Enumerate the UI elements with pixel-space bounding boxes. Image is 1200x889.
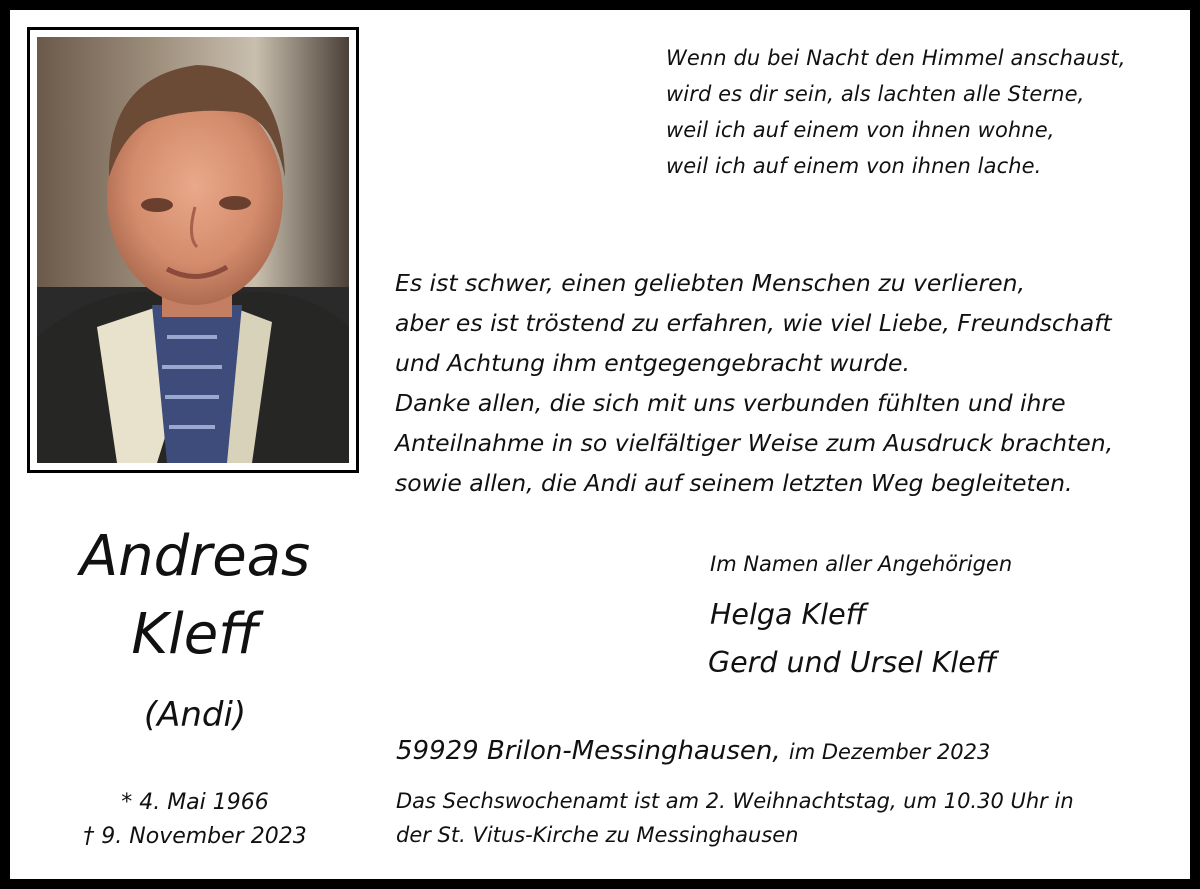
note-line: der St. Vitus-Kirche zu Messinghausen <box>396 823 799 847</box>
poem-line: Wenn du bei Nacht den Himmel anschaust, <box>666 46 1126 70</box>
last-name: Kleff <box>131 602 259 667</box>
poem-quote <box>666 40 1126 184</box>
portrait-frame <box>27 27 359 473</box>
place-date-line <box>396 732 990 771</box>
birth-date: * 4. Mai 1966 <box>121 790 269 815</box>
note-line: Das Sechswochenamt ist am 2. Weihnachtstag, um 10.30 Uhr in <box>396 789 1074 813</box>
message-line: Es ist schwer, einen geliebten Menschen zu verlieren, <box>395 269 1025 297</box>
signature-intro: Im Namen aller Angehörigen <box>710 552 1013 576</box>
message-line: Danke allen, die sich mit uns verbunden fühlten und ihre <box>395 389 1066 417</box>
date: im Dezember 2023 <box>788 740 991 764</box>
service-note <box>396 784 1074 852</box>
message-line: und Achtung ihm entgegengebracht wurde. <box>395 349 910 377</box>
death-date: † 9. November 2023 <box>83 824 307 849</box>
place: 59929 Brilon-Messinghausen, <box>396 736 781 766</box>
portrait-photo <box>37 37 349 463</box>
poem-line: weil ich auf einem von ihnen lache. <box>666 154 1042 178</box>
message-line: Anteilnahme in so vielfältiger Weise zum Ausdruck brachten, <box>395 429 1114 457</box>
obituary-card <box>10 10 1190 879</box>
message-line: aber es ist tröstend zu erfahren, wie viel Liebe, Freundschaft <box>395 309 1112 337</box>
nickname: (Andi) <box>143 695 247 735</box>
message-line: sowie allen, die Andi auf seinem letzten Weg begleiteten. <box>395 469 1073 497</box>
first-name: Andreas <box>79 524 311 589</box>
signature-name: Gerd und Ursel Kleff <box>708 646 997 679</box>
poem-line: wird es dir sein, als lachten alle Sterne, <box>666 82 1085 106</box>
poem-line: weil ich auf einem von ihnen wohne, <box>666 118 1055 142</box>
signature-name: Helga Kleff <box>710 598 867 631</box>
thank-you-message <box>395 263 1113 503</box>
